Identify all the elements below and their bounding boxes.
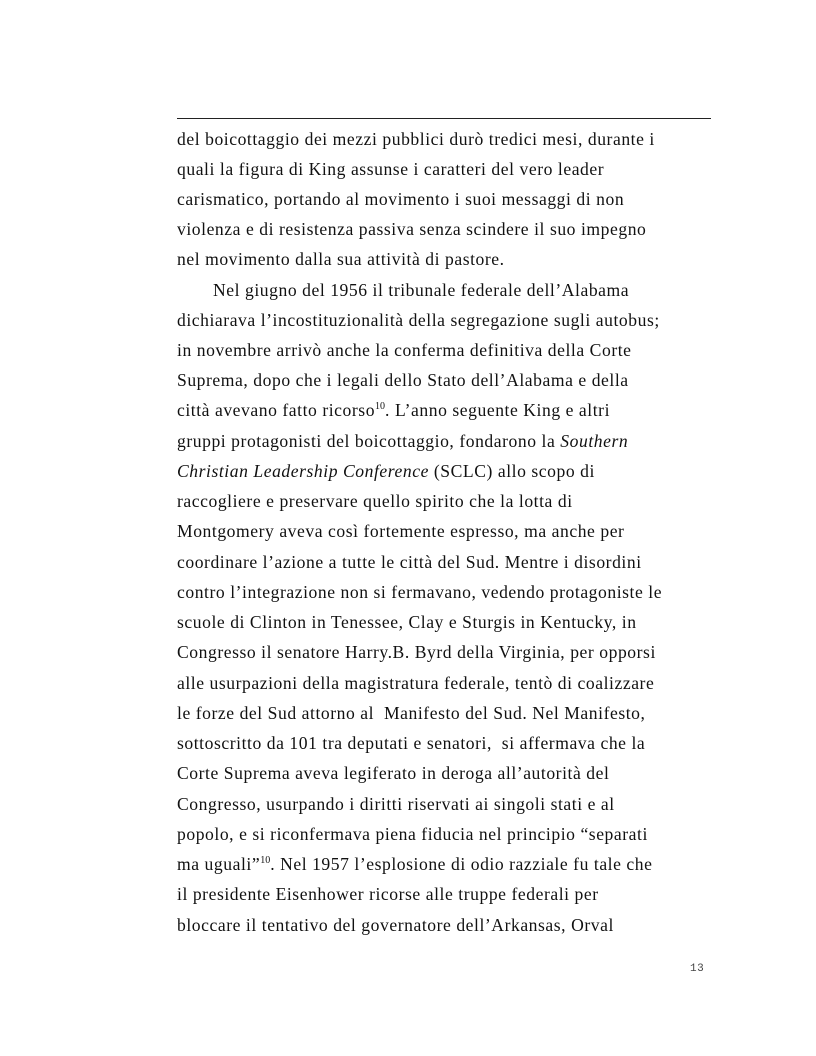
text-line: quali la figura di King assunse i caratteri del vero leader: [177, 159, 605, 179]
text-line: dichiarava l’incostituzionalità della segregazione sugli autobus;: [177, 310, 660, 330]
text-line: Montgomery aveva così fortemente espresso, ma anche per: [177, 521, 625, 541]
text-line: alle usurpazioni della magistratura federale, tentò di coalizzare: [177, 673, 655, 693]
text-line: Suprema, dopo che i legali dello Stato dell’Alabama e della: [177, 370, 629, 390]
footnote-separator-rule: [177, 118, 711, 119]
text-line: Corte Suprema aveva legiferato in deroga all’autorità del: [177, 763, 610, 783]
page-number: 13: [690, 963, 705, 975]
text-line: nel movimento dalla sua attività di pastore.: [177, 249, 505, 269]
text-line: popolo, e si riconfermava piena fiducia nel principio “separati: [177, 824, 648, 844]
text-line: città avevano fatto ricorso$^{10}$. L’anno seguente King e altri: [177, 400, 611, 420]
text-line: le forze del Sud attorno al Manifesto del Sud. Nel Manifesto,: [177, 703, 646, 723]
text-line: Christian Leadership Conference (SCLC) allo scopo di: [177, 461, 595, 481]
text-line: contro l’integrazione non si fermavano, vedendo protagoniste le: [177, 582, 663, 602]
footnote-reference: 10: [375, 401, 386, 412]
text-line: raccogliere e preservare quello spirito che la lotta di: [177, 491, 573, 511]
footnote-reference: 10: [260, 855, 271, 866]
text-line: Congresso, usurpando i diritti riservati ai singoli stati e al: [177, 794, 615, 814]
text-line: sottoscritto da 101 tra deputati e senatori, si affermava che la: [177, 733, 646, 753]
text-line: il presidente Eisenhower ricorse alle truppe federali per: [177, 884, 599, 904]
text-line: Congresso il senatore Harry.B. Byrd della Virginia, per opporsi: [177, 642, 656, 662]
paragraph-first-line: Nel giugno del 1956 il tribunale federale dell’Alabama: [213, 280, 630, 300]
text-line: in novembre arrivò anche la conferma definitiva della Corte: [177, 340, 632, 360]
text-line: gruppi protagonisti del boicottaggio, fondarono la Southern: [177, 431, 629, 451]
organization-name-italic: Southern: [560, 431, 629, 451]
text-line: coordinare l’azione a tutte le città del Sud. Mentre i disordini: [177, 552, 642, 572]
text-line: scuole di Clinton in Tenessee, Clay e Sturgis in Kentucky, in: [177, 612, 637, 632]
text-line: violenza e di resistenza passiva senza scindere il suo impegno: [177, 219, 647, 239]
text-line: del boicottaggio dei mezzi pubblici durò tredici mesi, durante i: [177, 129, 655, 149]
text-line: carismatico, portando al movimento i suoi messaggi di non: [177, 189, 625, 209]
text-line: bloccare il tentativo del governatore dell’Arkansas, Orval: [177, 915, 614, 935]
organization-name-italic: Christian Leadership Conference: [177, 461, 429, 481]
text-line: ma uguali”$^{10}$. Nel 1957 l’esplosione di odio razziale fu tale che: [177, 854, 653, 874]
